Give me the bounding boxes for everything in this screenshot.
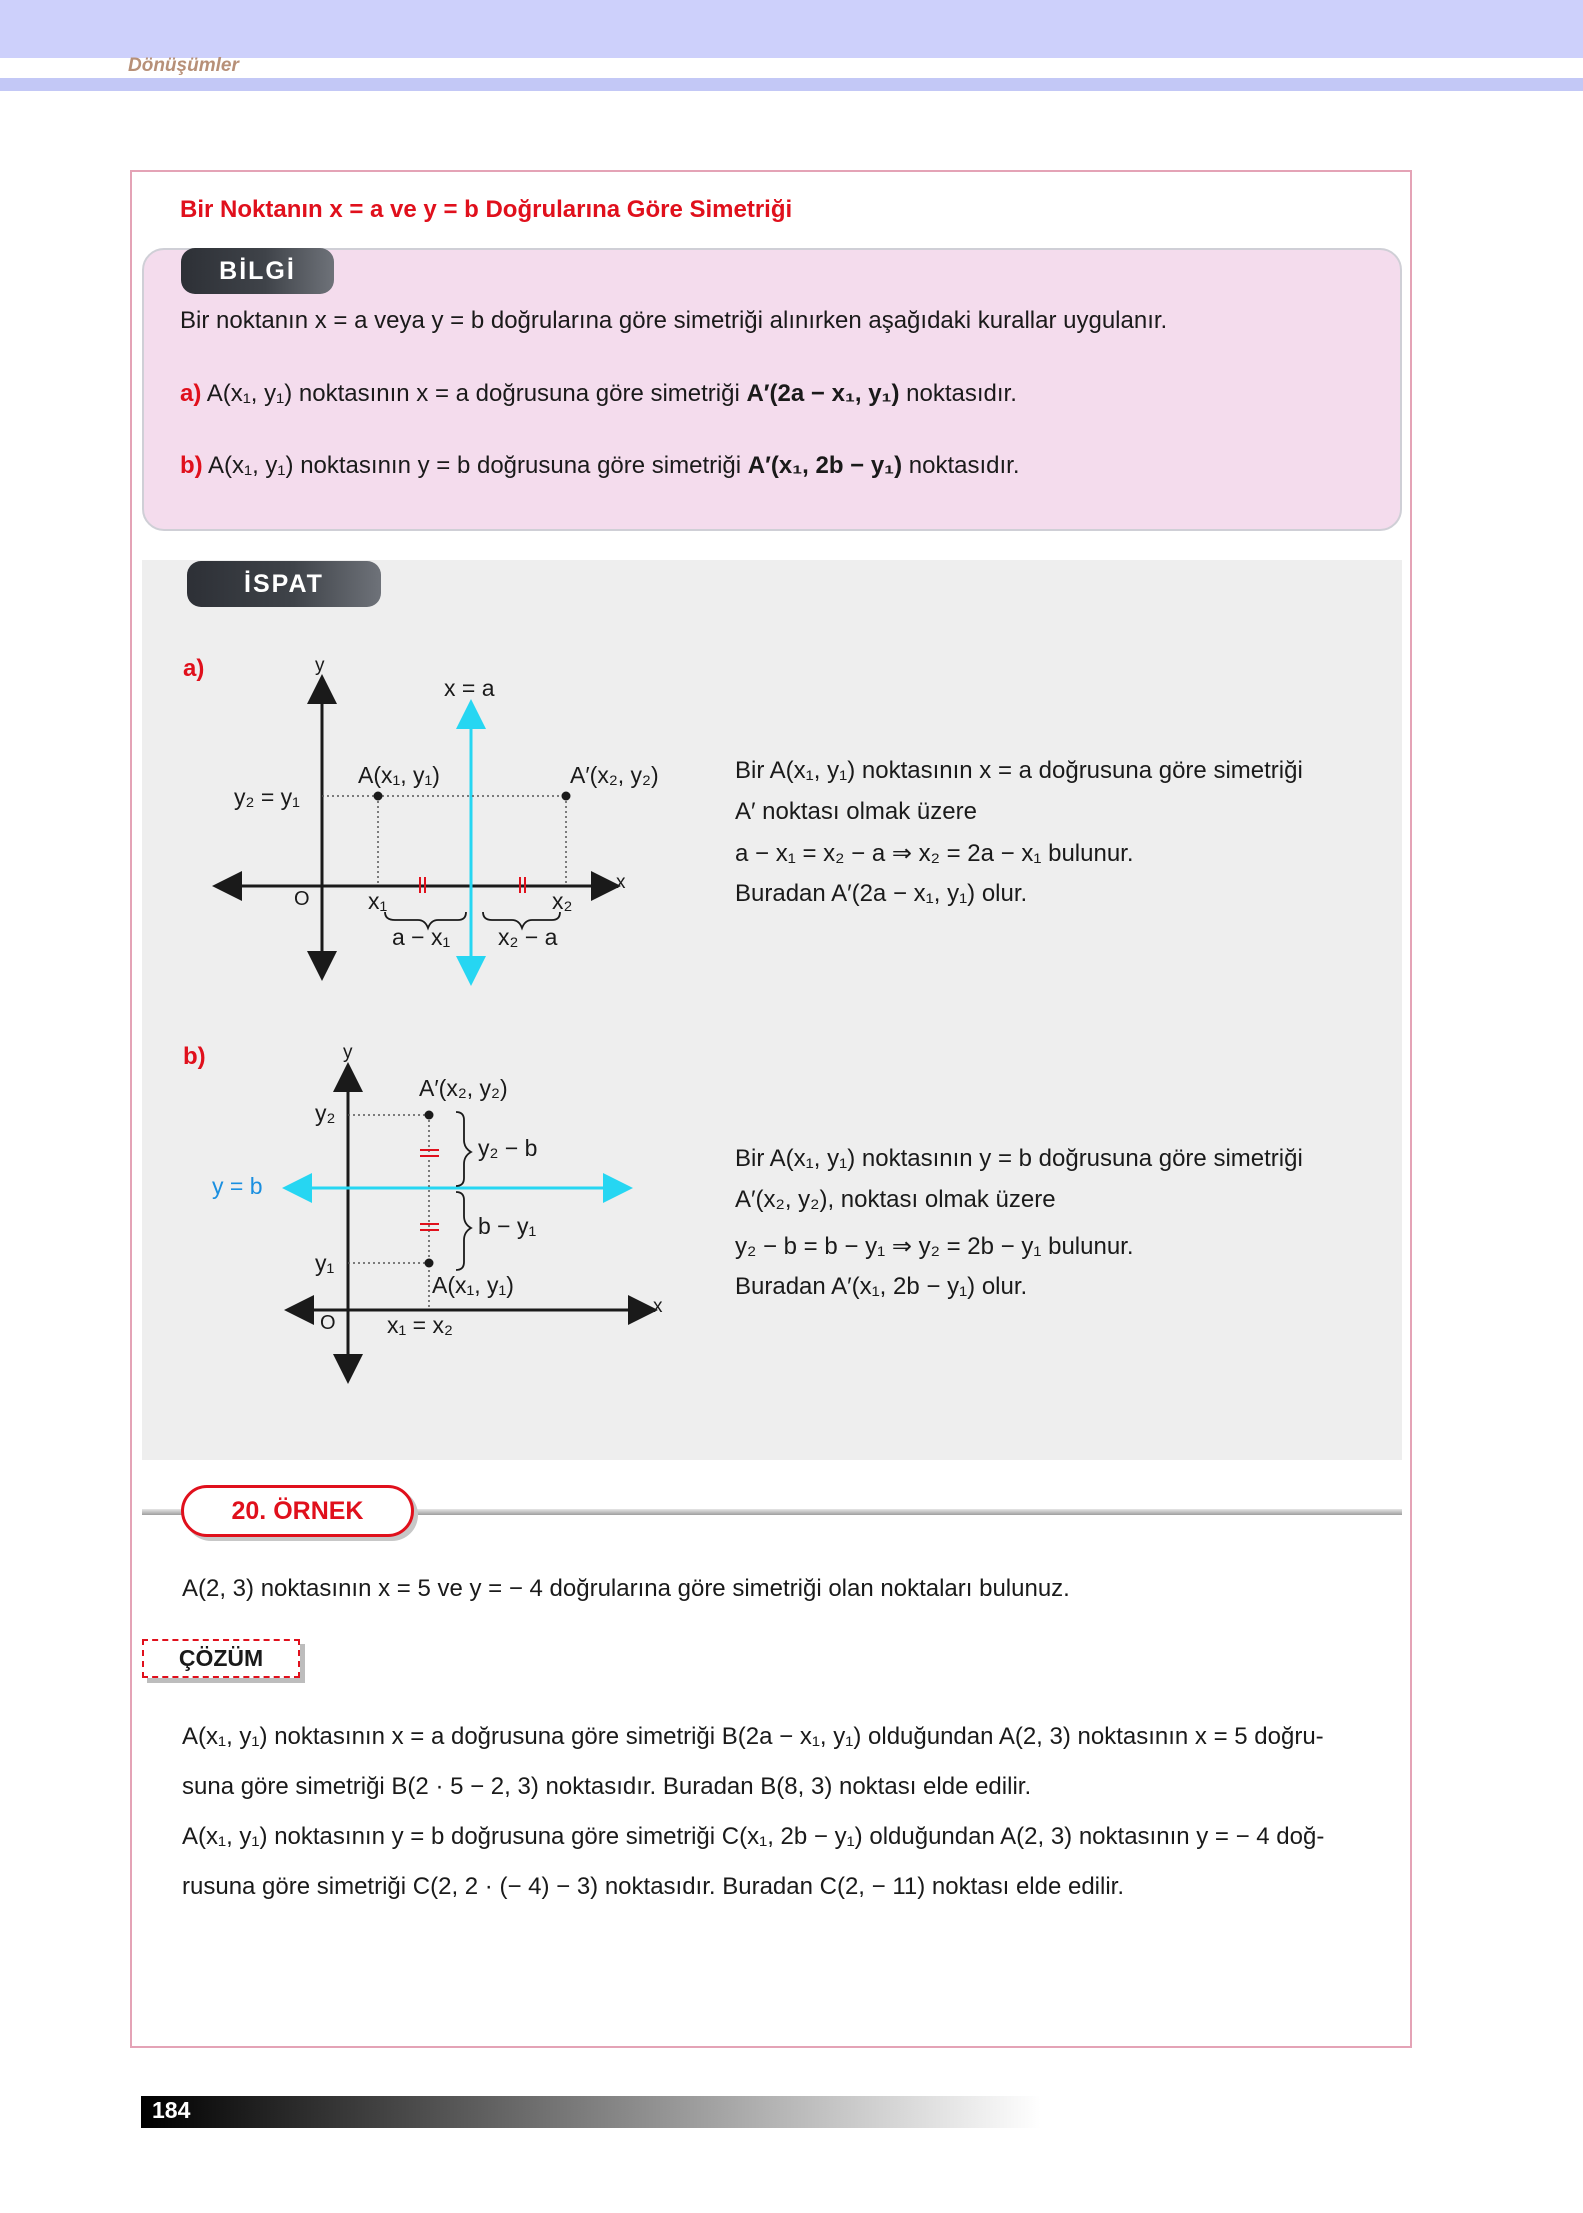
bilgi-tab: BİLGİ [181,248,334,294]
fig-a-point-A-prime [562,792,571,801]
cozum-line-4: rusuna göre simetriği C(2, 2 · (− 4) − 3) noktasıdır. Buradan C(2, − 11) noktası elde edilir. [182,1873,1125,1900]
ispat-b-text-1: Bir A(x₁, y₁) noktasının y = b doğrusuna göre simetriği [735,1145,1303,1172]
ispat-a-text-3: a − x₁ = x₂ − a ⇒ x₂ = 2a − x₁ bulunur. [735,840,1134,867]
rule-b-text: A(x₁, y₁) noktasının y = b doğrusuna göre simetriği [208,452,748,479]
fig-b-brace-top-label: y₂ − b [478,1135,538,1161]
fig-b-point-A [425,1259,434,1268]
fig-b-brace-top [456,1112,471,1186]
ispat-tab: İSPAT [187,561,381,607]
fig-b-point-A-prime-label: A′(x₂, y₂) [419,1075,508,1101]
fig-b-x-axis-label: x [653,1296,663,1317]
ispat-b-text-2: A′(x₂, y₂), noktası olmak üzere [735,1186,1056,1213]
ispat-b-text-3: y₂ − b = b − y₁ ⇒ y₂ = 2b − y₁ bulunur. [735,1233,1134,1260]
fig-a-brace-right-label: x₂ − a [498,924,558,950]
fig-b-brace-bottom-label: b − y₁ [478,1213,537,1239]
fig-b-point-A-prime [425,1111,434,1120]
fig-a-brace-left-label: a − x₁ [392,924,451,950]
fig-b-brace-bottom [456,1192,471,1270]
rule-b-result: A′(x₁, 2b − y₁) [747,452,903,479]
fig-b-equal-mark-top [420,1150,439,1156]
cozum-line-3: A(x₁, y₁) noktasının y = b doğrusuna göre simetriği C(x₁, 2b − y₁) olduğundan A(2, 3) noktasının y = − 4 doğ- [182,1823,1325,1850]
ispat-a-label: a) [183,655,205,682]
chapter-title: Dönüşümler [128,55,239,76]
rule-a-result: A′(2a − x₁, y₁) [746,380,900,407]
fig-b-line-label: y = b [212,1173,263,1199]
fig-b-x-label: x₁ = x₂ [387,1312,453,1338]
fig-a-point-A [374,792,383,801]
figure-b-axes [288,1068,652,1378]
rule-b-label: b) [180,452,203,479]
fig-a-x2-label: x₂ [552,888,573,914]
fig-a-x-axis-label: x [616,872,626,893]
fig-b-y2-label: y₂ [315,1100,336,1126]
ispat-a-text-4: Buradan A′(2a − x₁, y₁) olur. [735,880,1028,907]
bilgi-intro: Bir noktanın x = a veya y = b doğrularına göre simetriği alınırken aşağıdaki kurallar uygulanır. [180,307,1168,334]
ornek-question: A(2, 3) noktasının x = 5 ve y = − 4 doğrularına göre simetriği olan noktaları bulunuz. [182,1575,1070,1602]
fig-a-x1-label: x₁ [368,888,388,914]
ispat-a-text-1: Bir A(x₁, y₁) noktasının x = a doğrusuna göre simetriği [735,757,1303,784]
fig-b-origin-label: O [320,1312,336,1334]
cozum-line-1: A(x₁, y₁) noktasının x = a doğrusuna göre simetriği B(2a − x₁, y₁) olduğundan A(2, 3) noktasının x = 5 doğru- [182,1723,1324,1750]
fig-b-point-A-label: A(x₁, y₁) [432,1272,514,1298]
section-title: Bir Noktanın x = a ve y = b Doğrularına Göre Simetriği [180,196,793,223]
fig-b-y1-label: y₁ [315,1250,335,1276]
fig-b-y-label: y [343,1042,353,1063]
ispat-b-label: b) [183,1043,206,1070]
cozum-line-2: suna göre simetriği B(2 · 5 − 2, 3) noktasıdır. Buradan B(8, 3) noktası elde edilir. [182,1773,1032,1800]
ispat-b-text-4: Buradan A′(x₁, 2b − y₁) olur. [735,1273,1028,1300]
fig-a-y-value-label: y₂ = y₁ [234,784,300,810]
page-number-bar [141,2096,1041,2128]
fig-a-origin-label: O [294,888,310,910]
page-number: 184 [152,2097,191,2123]
ispat-a-text-2: A′ noktası olmak üzere [735,798,977,825]
fig-a-y-label: y [315,655,325,676]
rule-a-label: a) [180,380,202,407]
cozum-tab: ÇÖZÜM [142,1639,300,1678]
ornek-tab: 20. ÖRNEK [181,1485,414,1537]
fig-a-point-A-prime-label: A′(x₂, y₂) [570,762,659,788]
rule-a-text: A(x₁, y₁) noktasının x = a doğrusuna göre simetriği [206,380,747,407]
rule-b-end: noktasıdır. [902,452,1020,479]
rule-a-end: noktasıdır. [899,380,1017,407]
fig-a-point-A-label: A(x₁, y₁) [358,762,440,788]
fig-a-line-label: x = a [444,675,495,701]
